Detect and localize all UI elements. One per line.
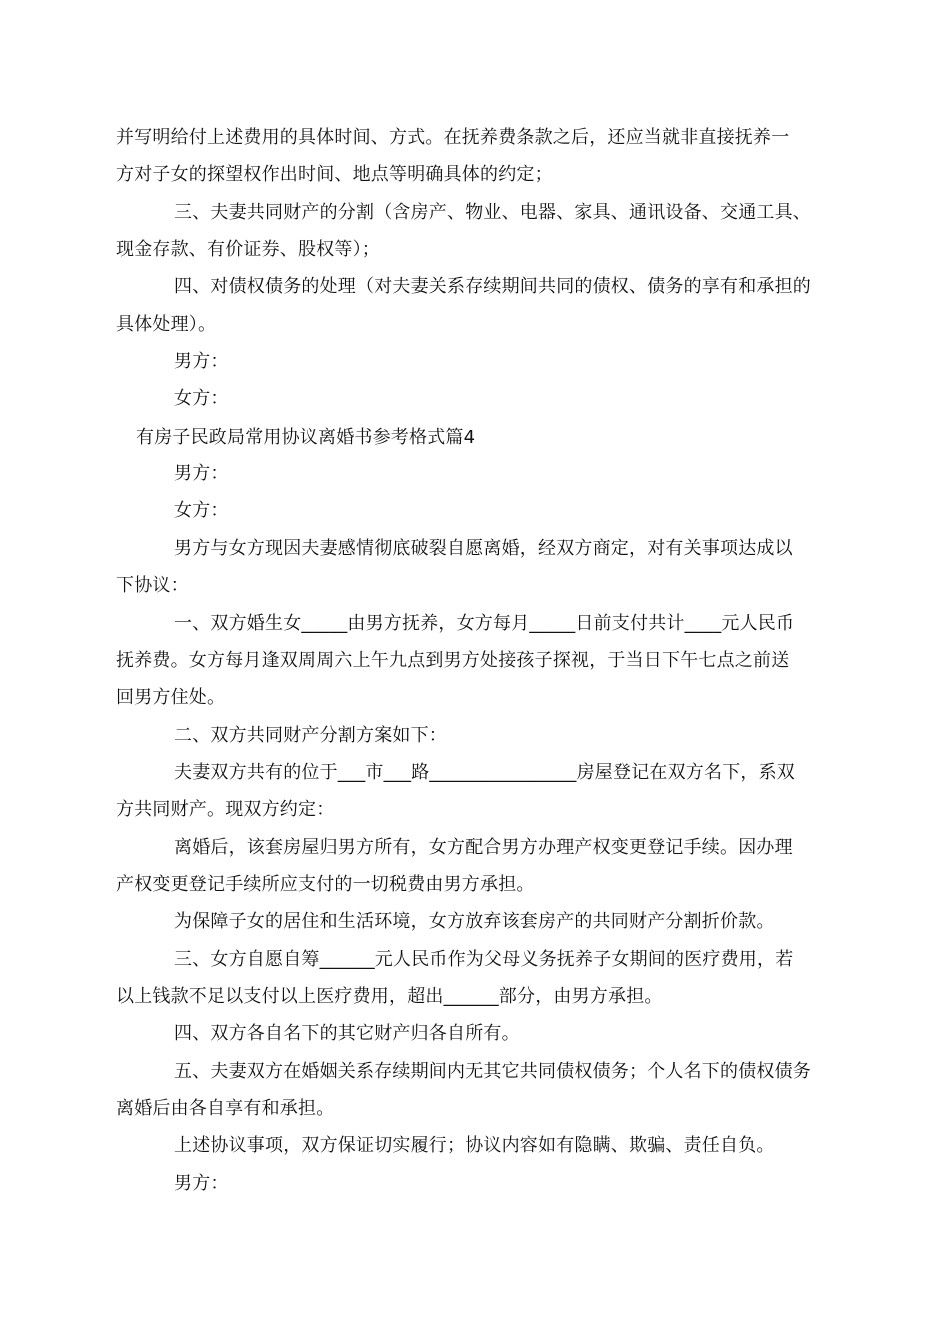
signature-label-male: 男方： <box>174 351 229 372</box>
paragraph-line: 离婚后，该套房屋归男方所有，女方配合男方办理产权变更登记手续。因办理 <box>174 837 793 858</box>
paragraph-line: 上述协议事项，双方保证切实履行；协议内容如有隐瞒、欺骗、责任自负。 <box>174 1135 775 1156</box>
paragraph-line: 男方与女方现因夫妻感情彻底破裂自愿离婚，经双方商定，对有关事项达成以 <box>174 538 793 559</box>
paragraph-line: 三、夫妻共同财产的分割（含房产、物业、电器、家具、通讯设备、交通工具、 <box>174 202 811 223</box>
signature-label-male: 男方： <box>174 1173 229 1194</box>
paragraph-line: 方共同财产。现双方约定： <box>116 799 335 820</box>
paragraph-line: 并写明给付上述费用的具体时间、方式。在抚养费条款之后，还应当就非直接抚养一 <box>116 127 790 148</box>
paragraph-line: 三、女方自愿自筹______元人民币作为父母义务抚养子女期间的医疗费用，若 <box>174 949 794 970</box>
paragraph-line: 五、夫妻双方在婚姻关系存续期间内无其它共同债权债务；个人名下的债权债务 <box>174 1061 811 1082</box>
paragraph-line: 抚养费。女方每月逢双周周六上午九点到男方处接孩子探视，于当日下午七点之前送 <box>116 650 790 671</box>
paragraph-line: 具体处理）。 <box>116 314 217 335</box>
paragraph-line: 四、双方各自名下的其它财产归各自所有。 <box>174 1023 520 1044</box>
paragraph-line: 以上钱款不足以支付以上医疗费用，超出______部分，由男方承担。 <box>116 986 663 1007</box>
paragraph-line: 二、双方共同财产分割方案如下： <box>174 725 447 746</box>
paragraph-line: 离婚后由各自享有和承担。 <box>116 1098 335 1119</box>
paragraph-line: 夫妻双方共有的位于___市___路________________房屋登记在双方名下，系双 <box>174 762 795 783</box>
section-title: 有房子民政局常用协议离婚书参考格式篇4 <box>136 427 476 448</box>
paragraph-line: 回男方住处。 <box>116 687 226 708</box>
paragraph-line: 现金存款、有价证券、股权等）； <box>116 239 380 260</box>
paragraph-line: 下协议： <box>116 575 189 596</box>
paragraph-line: 方对子女的探望权作出时间、地点等明确具体的约定； <box>116 164 553 185</box>
paragraph-line: 为保障子女的居住和生活环境，女方放弃该套房产的共同财产分割折价款。 <box>174 911 775 932</box>
paragraph-line: 产权变更登记手续所应支付的一切税费由男方承担。 <box>116 874 535 895</box>
party-label-female: 女方： <box>174 500 229 521</box>
signature-label-female: 女方： <box>174 388 229 409</box>
paragraph-line: 一、双方婚生女_____由男方抚养，女方每月_____日前支付共计____元人民币 <box>174 613 795 634</box>
party-label-male: 男方： <box>174 463 229 484</box>
paragraph-line: 四、对债权债务的处理（对夫妻关系存续期间共同的债权、债务的享有和承担的 <box>174 276 811 297</box>
